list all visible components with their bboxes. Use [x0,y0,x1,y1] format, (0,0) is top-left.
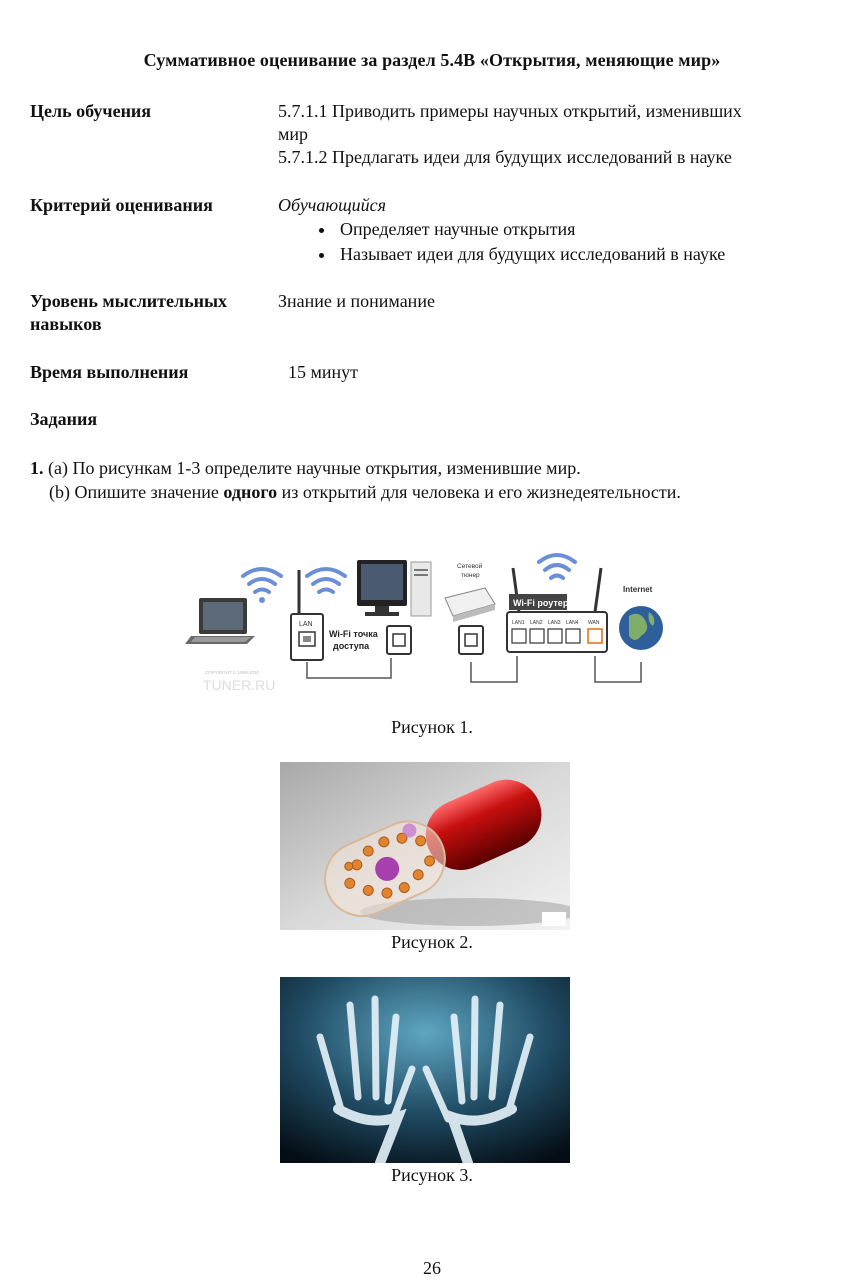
task-1 [30,456,681,504]
criteria-bullet: • Называет идеи для будущих исследований в науке [336,243,818,266]
goal-line: мир [278,124,309,144]
network-diagram-svg [183,540,683,708]
skills-label-line: навыков [30,314,102,334]
criteria-list [278,218,818,266]
skills-label-line: Уровень мыслительных [30,291,228,311]
desktop-computer-icon [357,560,431,654]
watermark-text: TUNER.RU [203,677,276,693]
figure-3-caption: Рисунок 3. [391,1165,473,1185]
criteria-bullet: • Определяет научные открытия [336,218,818,241]
figure-3-xray-image [280,977,570,1163]
wifi-icon [307,569,345,592]
figure-1-caption: Рисунок 1. [391,717,473,737]
port-label: LAN1 [512,620,525,626]
task-1a [30,456,681,480]
goal-line: 5.7.1.2 Предлагать идеи для будущих исследований в науке [278,147,732,167]
port-label: LAN2 [530,620,543,626]
skills-value: Знание и понимание [278,291,435,311]
figure-2-capsule-image [280,762,570,930]
task-1b-text: (b) Опишите значение [49,482,224,502]
page-number: 26 [423,1258,441,1278]
criteria-values [278,194,818,266]
time-label: Время выполнения [30,362,189,382]
goal-line: 5.7.1.1 Приводить примеры научных открытий, изменивших [278,101,742,121]
tuner-label: Сетевой [457,563,483,570]
figure-1-network-diagram [183,540,683,708]
cable-line [471,656,517,682]
task-1a-text: (a) По рисункам 1-3 определите научные открытия, изменившие мир. [48,458,581,478]
cable-line [595,656,641,682]
globe-icon [619,606,663,650]
task-number: 1. [30,458,44,478]
wifi-icon [243,569,281,592]
capsule-svg [280,762,570,930]
task-1b-bold: одного [223,482,278,502]
port-label: WAN [588,620,600,626]
figure-2-caption: Рисунок 2. [391,932,473,952]
wifi-dot [259,597,265,603]
tuner-label: тюнер [461,572,480,579]
tasks-heading: Задания [30,409,98,429]
page-title: Суммативное оценивание за раздел 5.4В «Открытия, меняющие мир» [143,50,721,70]
access-point-icon [291,570,323,660]
internet-label: Internet [623,585,653,594]
xray-svg [280,977,570,1163]
criteria-label: Критерий оценивания [30,195,213,215]
goal-values [278,100,818,169]
lan-label: LAN [299,621,313,628]
network-tuner-icon [445,588,495,654]
copyright-text: COPYRIGHT © 1999-2010 [205,670,260,675]
time-value: 15 минут [288,362,359,382]
wifi-icon [539,555,575,578]
criteria-intro: Обучающийся [278,195,387,215]
ap-label: Wi-Fi точка [329,629,378,639]
task-1b-text-end: из открытий для человека и его жизнедеятельности. [277,482,681,502]
router-label: Wi-Fi роутер [513,598,569,608]
goal-label: Цель обучения [30,101,152,121]
skills-label [30,290,270,336]
ap-label: доступа [333,641,370,651]
laptop-icon [185,598,255,644]
router-ports [512,629,602,643]
port-label: LAN3 [548,620,561,626]
task-1b [30,480,681,504]
port-label: LAN4 [566,620,579,626]
